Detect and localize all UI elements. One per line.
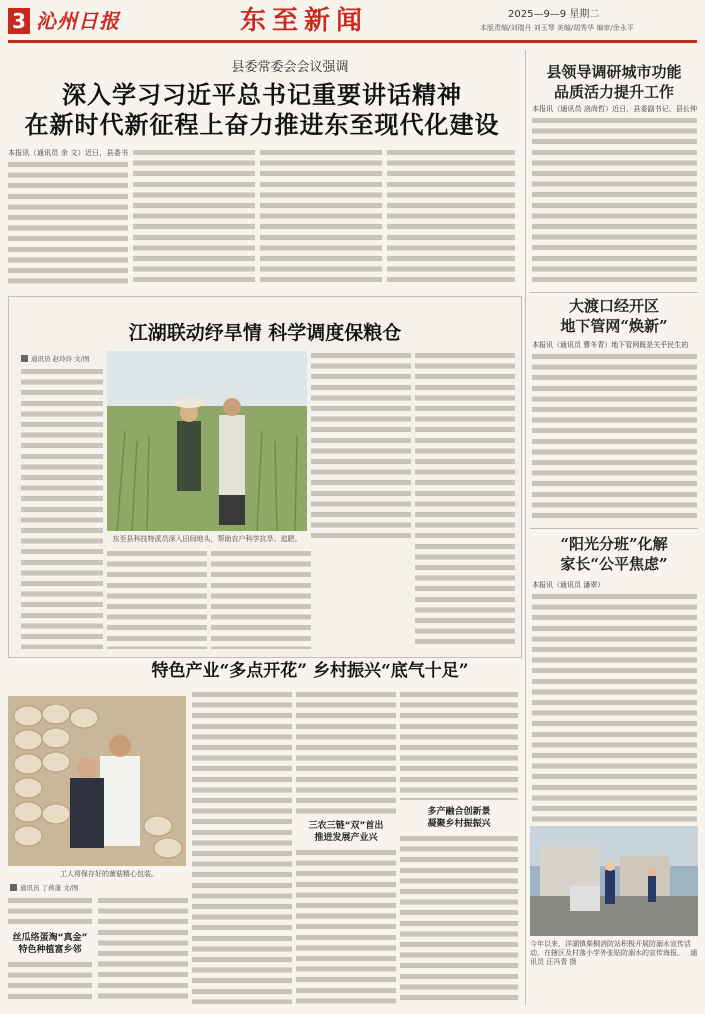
feature-subhead-1-line2: 推进发展产业兴: [314, 833, 378, 843]
feature-byline-text: 通讯员 丁蒋蓬 文/图: [20, 884, 79, 892]
issue-date: 2025—9—9 星期二: [508, 9, 600, 20]
right-divider-1: [530, 292, 698, 293]
feature-subhead-2-line2: 凝聚乡村振振兴: [427, 819, 491, 829]
right-bottom-dateline: 本报讯（通讯员 潘翠）: [532, 581, 605, 589]
column-divider: [525, 50, 526, 1005]
fire-station-photo-graphic: [530, 826, 698, 936]
feature-subhead-2-line1: 多产融合创新景: [427, 807, 491, 817]
lead-headline-line2: 在新时代新征程上奋力推进东至现代化建设: [24, 110, 500, 139]
lead-kicker: 县委常委会会议强调: [231, 60, 349, 75]
right-top-body: [532, 116, 697, 286]
feature-subhead-1: [296, 820, 396, 844]
drought-byline: [21, 355, 89, 364]
drought-col-1: [21, 367, 103, 649]
drought-col-4: [415, 351, 515, 649]
fire-station-photo: [530, 826, 698, 936]
feature-col-2: [98, 896, 188, 1004]
drought-byline-text: 通讯员 赵玲玲 文/图: [31, 355, 90, 363]
right-mid-headline-line1: 大渡口经开区: [568, 297, 659, 315]
byline-square-icon-2: [10, 884, 17, 891]
feature-col-3: [192, 690, 292, 1004]
feature-col-1b: [8, 960, 92, 1004]
feature-col-5b: [400, 834, 518, 1004]
editors-credit: 本版责编/刘瑞丹 刘玉琴 美编/胡秀华 编审/余永平: [480, 24, 634, 32]
lead-col-1: [8, 160, 128, 288]
drought-col-3: [311, 351, 411, 541]
lead-headline: [8, 80, 516, 140]
right-bottom-headline-line2: 家长“公平焦虑”: [560, 555, 668, 573]
lead-dateline: 本报讯（通讯员 余 文）近日，县委书: [8, 149, 128, 157]
fire-station-byline: 通讯员 汪冯青 摄: [530, 949, 698, 966]
drought-photo-caption: 东至县科技特派员深入田间地头，帮助农户科学抗旱、追肥。: [112, 535, 302, 543]
fire-station-caption: [530, 940, 698, 1000]
feature-headline: 特色产业“多点开花” 乡村振兴“底气十足”: [151, 661, 469, 681]
feature-col-1a: [8, 896, 92, 926]
right-mid-headline: [530, 296, 698, 336]
feature-col-4a: [296, 690, 396, 814]
right-top-headline: [530, 62, 698, 102]
right-top-headline-line1: 县领导调研城市功能: [546, 63, 682, 81]
feature-subhead-2: [400, 806, 518, 830]
drought-headline: 江湖联动纾旱情 科学调度保粮仓: [128, 322, 402, 344]
section-title: 东至新闻: [240, 6, 369, 36]
feature-subhead-3-line2: 特色种植富乡邻: [18, 945, 82, 955]
lead-col-2: [133, 148, 255, 288]
right-mid-body: [532, 352, 697, 522]
feature-byline: [10, 884, 78, 893]
drought-photo-graphic: [107, 351, 307, 531]
right-bottom-headline-line1: “阳光分班”化解: [560, 535, 668, 553]
mushroom-photo-graphic: [8, 696, 186, 866]
lead-col-4: [387, 148, 515, 288]
paper-logo: 沁州日报: [36, 9, 120, 33]
mushroom-photo: [8, 696, 186, 866]
right-top-dateline: 本报讯（通讯员 洛尚哲）近日，县委副书记、县长钟: [532, 105, 697, 113]
byline-square-icon: [21, 355, 28, 362]
fire-station-caption-text: 今年以来，洋湖镇柴桐消防站积极开展防溺水宣传活动，在辖区及村落小学外张贴防溺水的宣传海报。: [530, 940, 691, 957]
mushroom-caption: 工人将保存好的菌菇精心包装。: [60, 870, 158, 878]
page-number: 3: [8, 8, 30, 34]
right-bottom-headline: [530, 534, 698, 574]
feature-subhead-1-line1: 三农三链“双”首出: [308, 821, 384, 831]
right-mid-headline-line2: 地下管网“焕新”: [560, 317, 668, 335]
drought-col-2a: [107, 549, 207, 649]
right-divider-2: [530, 528, 698, 529]
drought-col-2b: [211, 549, 311, 649]
feature-subhead-3-line1: 丝瓜络蛋淘“真金”: [12, 933, 88, 943]
right-bottom-body: [532, 592, 697, 822]
drought-photo: [107, 351, 307, 531]
right-mid-dateline: 本报讯（通讯员 曹冬青）地下管网既是关乎民生的: [532, 341, 689, 349]
lead-col-3: [260, 148, 382, 288]
drought-story-box: [8, 296, 522, 658]
masthead: [8, 6, 697, 43]
feature-col-5a: [400, 690, 518, 800]
feature-subhead-3: [8, 932, 92, 956]
right-top-headline-line2: 品质活力提升工作: [553, 83, 674, 101]
lead-headline-line1: 深入学习习近平总书记重要讲话精神: [62, 80, 462, 109]
feature-col-4b: [296, 848, 396, 1004]
